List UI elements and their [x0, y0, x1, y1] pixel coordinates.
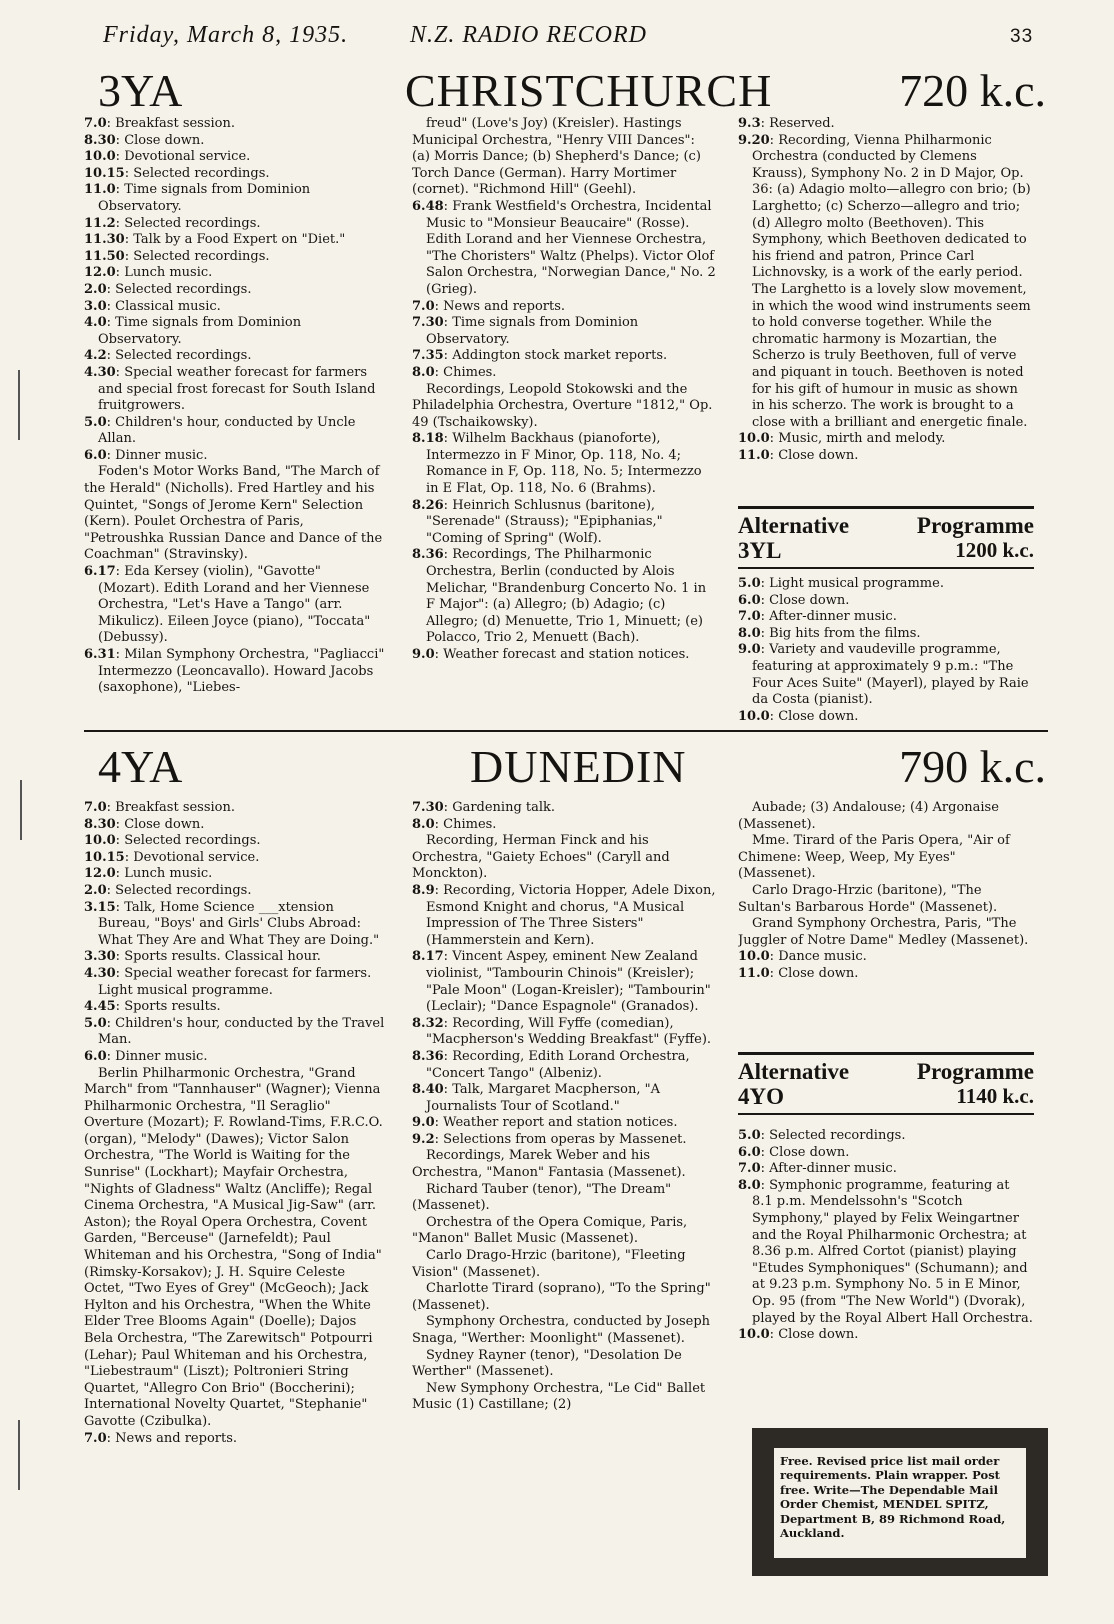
programme-text: Symphonic programme, featuring at 8.1 p.m. Mendelssohn's "Scotch Symphony," played by Felix Weingartner and the Royal Philharmonic Orchestra; at 8.36 p.m. Alfred Cortot (pianist) playing "Etudes Symphoniques" (Schumann); and at 9.23 p.m. Symphony No. 5 in E Minor, Op. 95 (from "The New World") (Dvorak), played by the Royal Albert Hall Orchestra.: [752, 1177, 1033, 1326]
3yl-programme-list: [738, 576, 1034, 724]
programme-text: Dance music.: [778, 949, 867, 965]
programme-text: Sports results. Classical hour.: [124, 949, 321, 965]
programme-time: 10.0: [84, 149, 116, 165]
dunedin-column-3: [738, 800, 1034, 1038]
programme-time: 9.0: [412, 647, 435, 662]
station-call-sign: 4YA: [98, 741, 183, 792]
programme-time: 11.0: [738, 447, 770, 463]
christchurch-column-1: [84, 116, 386, 720]
programme-entry: 6.0: Close down.: [738, 592, 850, 608]
programme-time: 10.0: [738, 708, 770, 724]
programme-text: Heinrich Schlusnus (baritone), "Serenade" (Strauss); "Epiphanias," "Coming of Spring" (Wolf).: [426, 497, 663, 546]
programme-text: Talk by a Food Expert on "Diet.": [133, 232, 346, 248]
page-header: [0, 22, 1114, 56]
programme-entry: 5.0: Light musical programme.: [738, 576, 944, 591]
programme-entry: 3.0: Classical music.: [84, 298, 221, 314]
programme-time: 10.0: [738, 1327, 770, 1343]
programme-text: Breakfast session.: [115, 116, 236, 131]
station-frequency: 790 k.c.: [899, 741, 1046, 792]
programme-text: Selections from operas by Massenet.: [443, 1131, 687, 1147]
programme-text: Time signals from Dominion Observatory.: [98, 182, 311, 214]
advertisement-text: Free. Revised price list mail order requirements. Plain wrapper. Post free. Write—The Dependable Mail Order Chemist, MENDEL SPITZ, Department B, 89 Richmond Road, Auckland.: [774, 1448, 1026, 1558]
programme-time: 3.15: [84, 899, 116, 915]
programme-entry: 8.36: Recordings, The Philharmonic Orchestra, Berlin (conducted by Alois Melichar, "Brandenburg Concerto No. 1 in F Major": (a) Allegro; (b) Adagio; (c) Allegro; (d) Menuette, Trio 1, Minuett; (e) Polacco, Trio 2, Menuett (Bach).: [412, 547, 707, 646]
programme-time: 8.0: [412, 816, 435, 832]
programme-time: 6.31: [84, 647, 116, 662]
programme-entry: 7.0: Breakfast session.: [84, 800, 236, 815]
programme-text: Chimes.: [443, 364, 497, 380]
programme-entry: 12.0: Lunch music.: [84, 265, 213, 281]
programme-text: Close down.: [124, 816, 205, 832]
programme-entry: 11.2: Selected recordings.: [84, 215, 261, 231]
christchurch-column-2: [412, 116, 716, 720]
programme-entry: 4.30: Special weather forecast for farmers. Light musical programme.: [84, 965, 372, 998]
programme-text: Weather report and station notices.: [443, 1115, 678, 1131]
programme-time: 8.9: [412, 882, 435, 898]
programme-time: 5.0: [738, 1128, 761, 1143]
programme-text: After-dinner music.: [769, 609, 897, 625]
programme-time: 9.3: [738, 116, 761, 131]
alt-frequency: 1200 k.c.: [955, 538, 1034, 562]
programme-entry: 9.0: Variety and vaudeville programme, featuring at approximately 9 p.m.: "The Four Aces Suite" (Mayerl), played by Raie da Costa (pianist).: [738, 642, 1029, 708]
section-divider: [84, 730, 1048, 732]
programme-entry: [738, 800, 1034, 833]
programme-time: 11.30: [84, 232, 125, 248]
programme-text: Eda Kersey (violin), "Gavotte" (Mozart). Edith Lorand and her Viennese Orchestra, "Let's Have a Tango" (arr. Mikulicz). Eileen Joyce (piano), "Toccata" (Debussy).: [98, 564, 371, 646]
programme-entry: 8.0: Chimes.: [412, 816, 497, 832]
programme-text: Special weather forecast for farmers. Light musical programme.: [98, 965, 372, 998]
margin-mark: [18, 1420, 20, 1490]
programme-text: Selected recordings.: [133, 248, 270, 264]
programme-text: Children's hour, conducted by the Travel Man.: [98, 1015, 385, 1048]
programme-text: Talk, Margaret Macpherson, "A Journalists Tour of Scotland.": [426, 1082, 660, 1114]
programme-entry: [738, 916, 1034, 949]
station-heading-dunedin: [0, 740, 1114, 802]
programme-time: 10.0: [84, 833, 116, 849]
programme-text: Talk, Home Science ___xtension Bureau, "Boys' and Girls' Clubs Abroad: What They Are and What They are Doing.": [98, 899, 380, 948]
programme-time: 7.0: [738, 609, 761, 625]
programme-entry: [412, 1248, 716, 1281]
margin-mark: [18, 370, 20, 440]
programme-entry: 10.0: Close down.: [738, 1327, 859, 1343]
programme-entry: 10.0: Devotional service.: [84, 149, 251, 165]
programme-text: Recording, Will Fyffe (comedian), "Macpherson's Wedding Breakfast" (Fyffe).: [426, 1015, 712, 1048]
programme-time: 8.18: [412, 431, 444, 447]
programme-entry: 6.31: Milan Symphony Orchestra, "Pagliacci" Intermezzo (Leoncavallo). Howard Jacobs (saxophone), "Liebes-: [84, 647, 385, 696]
programme-entry: 8.0: Symphonic programme, featuring at 8.1 p.m. Mendelssohn's "Scotch Symphony," played by Felix Weingartner and the Royal Philharmonic Orchestra; at 8.36 p.m. Alfred Cortot (pianist) playing "Etudes Symphoniques" (Schumann); and at 9.23 p.m. Symphony No. 5 in E Minor, Op. 95 (from "The New World") (Dvorak), played by the Royal Albert Hall Orchestra.: [738, 1177, 1033, 1326]
programme-time: 10.0: [738, 949, 770, 965]
programme-entry: [412, 833, 716, 883]
alt-call-sign: 3YL: [738, 538, 782, 563]
alt-underline: [738, 567, 1034, 569]
programme-entry: 10.0: Close down.: [738, 708, 859, 724]
programme-time: 8.30: [84, 816, 116, 832]
programme-text: Chimes.: [443, 816, 497, 832]
programme-entry: [412, 1215, 716, 1248]
programme-time: 9.0: [738, 642, 761, 658]
programme-entry: 12.0: Lunch music.: [84, 866, 213, 882]
programme-entry: 9.0: Weather forecast and station notices.: [412, 647, 690, 662]
station-city: CHRISTCHURCH: [405, 65, 773, 116]
programme-entry: 11.50: Selected recordings.: [84, 248, 270, 264]
programme-time: 8.0: [738, 1177, 761, 1193]
programme-entry: 7.0: After-dinner music.: [738, 1161, 897, 1177]
programme-entry: [412, 1148, 716, 1181]
programme-time: 10.15: [84, 165, 125, 181]
programme-entry: 10.0: Dance music.: [738, 949, 867, 965]
programme-text: News and reports.: [443, 298, 566, 314]
programme-time: 4.30: [84, 364, 116, 380]
programme-entry: 2.0: Selected recordings.: [84, 281, 252, 297]
header-paper-title: N.Z. RADIO RECORD: [410, 22, 647, 48]
programme-time: 11.0: [84, 182, 116, 198]
programme-text: Close down.: [778, 447, 859, 463]
programme-text: Wilhelm Backhaus (pianoforte), Intermezzo in F Minor, Op. 118, No. 4; Romance in F, Op. 118, No. 5; Intermezzo in E Flat, Op. 118, No. 6 (Brahms).: [426, 431, 702, 497]
programme-entry: [84, 1066, 386, 1431]
programme-entry: 4.0: Time signals from Dominion Observatory.: [84, 315, 302, 347]
programme-text: Lunch music.: [124, 866, 213, 882]
programme-entry: 5.0: Children's hour, conducted by Uncle Allan.: [84, 414, 356, 447]
programme-text: Selected recordings.: [115, 348, 252, 364]
alt-programme-label: Programme: [916, 513, 1034, 538]
programme-text: New Symphony Orchestra, "Le Cid" Ballet Music (1) Castillane; (2): [412, 1380, 706, 1413]
header-date: Friday, March 8, 1935.: [103, 22, 349, 48]
programme-time: 8.17: [412, 949, 444, 965]
programme-time: 6.17: [84, 564, 116, 580]
programme-entry: 4.2: Selected recordings.: [84, 348, 252, 364]
programme-text: Recording, Victoria Hopper, Adele Dixon, Esmond Knight and chorus, "A Musical Impression of The Three Sisters" (Hammerstein and Kern).: [426, 882, 716, 948]
programme-text: Time signals from Dominion Observatory.: [98, 315, 302, 347]
programme-text: Classical music.: [115, 298, 221, 314]
programme-entry: 7.30: Time signals from Dominion Observatory.: [412, 315, 639, 347]
programme-time: 2.0: [84, 882, 107, 898]
programme-text: Devotional service.: [133, 849, 260, 865]
programme-text: Aubade; (3) Andalouse; (4) Argonaise (Massenet).: [738, 800, 999, 832]
programme-time: 12.0: [84, 265, 116, 281]
programme-time: 6.48: [412, 198, 444, 214]
programme-entry: 8.32: Recording, Will Fyffe (comedian), "Macpherson's Wedding Breakfast" (Fyffe).: [412, 1015, 712, 1048]
programme-text: Breakfast session.: [115, 800, 236, 815]
programme-text: Close down.: [778, 708, 859, 724]
programme-text: Big hits from the films.: [769, 625, 921, 641]
programme-text: Music, mirth and melody.: [778, 431, 946, 447]
programme-time: 10.0: [738, 431, 770, 447]
programme-entry: [412, 382, 716, 432]
programme-time: 8.36: [412, 547, 444, 563]
programme-time: 6.0: [84, 1048, 107, 1064]
programme-time: 7.30: [412, 800, 444, 815]
programme-entry: [412, 116, 716, 199]
alt-label: Alternative: [738, 513, 850, 538]
programme-time: 7.0: [84, 800, 107, 815]
programme-entry: 10.0: Music, mirth and melody.: [738, 431, 946, 447]
programme-time: 12.0: [84, 866, 116, 882]
programme-text: Mme. Tirard of the Paris Opera, "Air of Chimene: Weep, Weep, My Eyes" (Massenet).: [738, 833, 1010, 882]
programme-time: 3.30: [84, 949, 116, 965]
programme-entry: 5.0: Children's hour, conducted by the Travel Man.: [84, 1015, 385, 1048]
programme-entry: 10.15: Devotional service.: [84, 849, 260, 865]
programme-time: 9.0: [412, 1115, 435, 1131]
programme-text: Close down.: [769, 592, 850, 608]
programme-entry: 8.30: Close down.: [84, 816, 205, 832]
programme-text: Recording, Vienna Philharmonic Orchestra (conducted by Clemens Krauss), Symphony No. 2 in D Major, Op. 36: (a) Adagio molto—allegro con brio; (b) Larghetto; (c) Scherzo—allegro and trio; (d) Allegro molto (Beethoven). This Symphony, which Beethoven dedicated to his friend and patron, Prince Carl Lichnovsky, is a work of the early period. The Larghetto is a lovely slow movement, in which the wood wind instruments seem to hold converse together. While the chromatic harmony is Mozartian, the Scherzo is truly Beethoven, full of verve and piquant in touch. Beethoven is noted for his gift of humour in music as shown in his scherzo. The work is brought to a close with a brilliant and energetic finale.: [752, 132, 1031, 430]
programme-time: 5.0: [84, 414, 107, 430]
programme-text: Variety and vaudeville programme, featuring at approximately 9 p.m.: "The Four Aces Suite" (Mayerl), played by Raie da Costa (pianist).: [752, 642, 1029, 708]
programme-text: Sports results.: [124, 999, 221, 1015]
alt-label: Alternative: [738, 1059, 850, 1084]
programme-time: 8.0: [412, 364, 435, 380]
christchurch-column-3: [738, 116, 1034, 494]
programme-text: After-dinner music.: [769, 1161, 897, 1177]
programme-entry: [412, 1281, 716, 1314]
programme-entry: 8.30: Close down.: [84, 132, 205, 148]
programme-text: Charlotte Tirard (soprano), "To the Spring" (Massenet).: [412, 1281, 711, 1313]
programme-text: Recording, Herman Finck and his Orchestra, "Gaiety Echoes" (Caryll and Monckton).: [412, 833, 670, 882]
programme-text: Selected recordings.: [115, 281, 252, 297]
programme-entry: 7.0: Breakfast session.: [84, 116, 236, 131]
programme-text: freud" (Love's Joy) (Kreisler). Hastings Municipal Orchestra, "Henry VIII Dances": (a) Morris Dance; (b) Shepherd's Dance; (c) Torch Dance (German). Harry Mortimer (cornet). "Richmond Hill" (Geehl).: [412, 116, 701, 198]
programme-text: Orchestra of the Opera Comique, Paris, "Manon" Ballet Music (Massenet).: [412, 1214, 688, 1247]
programme-time: 7.0: [84, 1430, 107, 1446]
programme-time: 7.35: [412, 348, 444, 364]
programme-entry: 6.48: Frank Westfield's Orchestra, Incidental Music to "Monsieur Beaucaire" (Rosse). Edith Lorand and her Viennese Orchestra, "The Choristers" Waltz (Phelps). Victor Olof Salon Orchestra, "Norwegian Dance," No. 2 (Grieg).: [412, 198, 716, 297]
programme-text: Selected recordings.: [115, 882, 252, 898]
programme-time: 8.0: [738, 625, 761, 641]
programme-entry: [412, 1348, 716, 1381]
programme-entry: 8.26: Heinrich Schlusnus (baritone), "Serenade" (Strauss); "Epiphanias," "Coming of Spring" (Wolf).: [412, 497, 663, 546]
programme-text: Light musical programme.: [769, 576, 944, 591]
programme-text: Symphony Orchestra, conducted by Joseph Snaga, "Werther: Moonlight" (Massenet).: [412, 1314, 711, 1346]
programme-entry: 6.17: Eda Kersey (violin), "Gavotte" (Mozart). Edith Lorand and her Viennese Orchestra, "Let's Have a Tango" (arr. Mikulicz). Eileen Joyce (piano), "Toccata" (Debussy).: [84, 564, 371, 646]
programme-time: 8.26: [412, 497, 444, 513]
programme-text: Recording, Edith Lorand Orchestra, "Concert Tango" (Albeniz).: [426, 1048, 690, 1081]
programme-text: Milan Symphony Orchestra, "Pagliacci" Intermezzo (Leoncavallo). Howard Jacobs (saxophone), "Liebes-: [98, 647, 385, 696]
programme-text: Dinner music.: [115, 1048, 208, 1064]
programme-entry: 10.0: Selected recordings.: [84, 833, 261, 849]
programme-entry: 11.0: Close down.: [738, 965, 859, 981]
programme-time: 11.0: [738, 965, 770, 981]
programme-entry: 4.30: Special weather forecast for farmers and special frost forecast for South Island fruitgrowers.: [84, 364, 376, 414]
programme-text: Close down.: [769, 1144, 850, 1160]
programme-text: Reserved.: [769, 116, 835, 131]
programme-entry: [738, 833, 1034, 883]
programme-entry: 11.0: Close down.: [738, 447, 859, 463]
station-frequency: 720 k.c.: [899, 65, 1046, 116]
programme-time: 11.2: [84, 215, 116, 231]
dunedin-column-1: [84, 800, 386, 1594]
programme-time: 6.0: [738, 592, 761, 608]
programme-time: 4.0: [84, 315, 107, 331]
programme-text: Addington stock market reports.: [452, 348, 668, 364]
programme-time: 4.30: [84, 965, 116, 981]
programme-entry: 7.35: Addington stock market reports.: [412, 348, 668, 364]
programme-time: 10.15: [84, 849, 125, 865]
alt-frequency: 1140 k.c.: [956, 1084, 1034, 1108]
programme-text: Dinner music.: [115, 447, 208, 463]
programme-text: Foden's Motor Works Band, "The March of the Herald" (Nicholls). Fred Hartley and his Quintet, "Songs of Jerome Kern" Selection (Kern). Poulet Orchestra of Paris, "Petroushka Russian Dance and Dance of the Coachman" (Stravinsky).: [84, 464, 383, 563]
page-number: 33: [1010, 26, 1034, 47]
programme-entry: 6.0: Close down.: [738, 1144, 850, 1160]
programme-entry: 11.0: Time signals from Dominion Observatory.: [84, 182, 311, 214]
programme-text: Richard Tauber (tenor), "The Dream" (Massenet).: [412, 1181, 672, 1214]
4yo-programme-list: [738, 1128, 1034, 1422]
station-city: DUNEDIN: [470, 741, 687, 792]
programme-time: 8.36: [412, 1048, 444, 1064]
station-call-sign: 3YA: [98, 65, 183, 116]
programme-text: Berlin Philharmonic Orchestra, "Grand March" from "Tannhauser" (Wagner); Vienna Philharmonic Orchestra, "Il Seraglio" Overture (Mozart); F. Rowland-Tims, F.R.C.O. (organ), "Melody" (Dawes); Victor Salon Orchestra, "The World is Waiting for the Sunrise" (Lockhart); Mayfair Orchestra, "Nights of Gladness" Waltz (Ancliffe); Regal Cinema Orchestra, "A Musical Jig-Saw" (arr. Aston); the Royal Opera Orchestra, Covent Garden, "Berceuse" (Jarnefeldt); Paul Whiteman and his Orchestra, "Song of India" (Rimsky-Korsakov); J. H. Squire Celeste Octet, "Two Eyes of Grey" (McGeoch); Jack Hylton and his Orchestra, "When the White Elder Tree Blooms Again" (Doelle); Dajos Bela Orchestra, "The Zarewitsch" Potpourri (Lehar); Paul Whiteman and his Orchestra, "Liebestraum" (Liszt); Poltronieri String Quartet, "Allegro Con Brio" (Boccherini); International Novelty Quartet, "Stephanie" Gavotte (Czibulka).: [84, 1065, 383, 1429]
programme-entry: 9.2: Selections from operas by Massenet.: [412, 1131, 687, 1147]
alternative-programme-3yl: [738, 506, 1034, 571]
programme-entry: 8.40: Talk, Margaret Macpherson, "A Journalists Tour of Scotland.": [412, 1082, 660, 1114]
programme-text: Vincent Aspey, eminent New Zealand violinist, "Tambourin Chinois" (Kreisler); "Pale Moon" (Logan-Kreisler); "Tambourin" (Leclair); "Dance Espagnole" (Granados).: [426, 949, 711, 1015]
programme-time: 8.40: [412, 1082, 444, 1098]
programme-text: Devotional service.: [124, 149, 251, 165]
programme-entry: 5.0: Selected recordings.: [738, 1128, 906, 1143]
programme-text: Lunch music.: [124, 265, 213, 281]
alt-underline: [738, 1113, 1034, 1115]
programme-entry: 3.15: Talk, Home Science ___xtension Bureau, "Boys' and Girls' Clubs Abroad: What They Are and What They are Doing.": [84, 899, 380, 948]
programme-entry: 6.0: Dinner music.: [84, 1048, 208, 1064]
programme-entry: 3.30: Sports results. Classical hour.: [84, 949, 321, 965]
programme-entry: 6.0: Dinner music.: [84, 447, 208, 463]
programme-time: 9.2: [412, 1131, 435, 1147]
programme-text: Gardening talk.: [452, 800, 556, 815]
programme-entry: [84, 464, 386, 564]
programme-time: 6.0: [738, 1144, 761, 1160]
alt-call-sign: 4YO: [738, 1084, 784, 1109]
programme-entry: 9.0: Weather report and station notices.: [412, 1115, 678, 1131]
programme-time: 5.0: [84, 1015, 107, 1031]
margin-mark: [20, 780, 22, 840]
advertisement-box: [752, 1428, 1048, 1576]
programme-text: Recordings, Leopold Stokowski and the Philadelphia Orchestra, Overture "1812," Op. 49 (Tschaikowsky).: [412, 381, 713, 430]
programme-entry: 7.0: News and reports.: [412, 298, 566, 314]
programme-time: 7.0: [84, 116, 107, 131]
programme-text: Selected recordings.: [769, 1128, 906, 1143]
programme-text: Recordings, Marek Weber and his Orchestra, "Manon" Fantasia (Massenet).: [412, 1148, 686, 1181]
programme-entry: 7.30: Gardening talk.: [412, 800, 556, 815]
programme-text: Carlo Drago-Hrzic (baritone), "Fleeting Vision" (Massenet).: [412, 1248, 686, 1280]
programme-entry: 2.0: Selected recordings.: [84, 882, 252, 898]
programme-text: Close down.: [124, 132, 205, 148]
programme-entry: 9.3: Reserved.: [738, 116, 835, 131]
programme-time: 7.0: [412, 298, 435, 314]
programme-entry: 10.15: Selected recordings.: [84, 165, 270, 181]
programme-time: 4.45: [84, 999, 116, 1015]
programme-text: Selected recordings.: [124, 833, 261, 849]
programme-entry: [412, 1182, 716, 1215]
programme-time: 3.0: [84, 298, 107, 314]
programme-entry: 8.36: Recording, Edith Lorand Orchestra, "Concert Tango" (Albeniz).: [412, 1048, 690, 1081]
programme-time: 11.50: [84, 248, 125, 264]
programme-time: 8.30: [84, 132, 116, 148]
programme-time: 4.2: [84, 348, 107, 364]
programme-entry: [412, 1381, 716, 1414]
programme-text: Sydney Rayner (tenor), "Desolation De Werther" (Massenet).: [412, 1347, 682, 1380]
programme-entry: [412, 1314, 716, 1347]
programme-entry: 8.18: Wilhelm Backhaus (pianoforte), Intermezzo in F Minor, Op. 118, No. 4; Romance in F, Op. 118, No. 5; Intermezzo in E Flat, Op. 118, No. 6 (Brahms).: [412, 431, 702, 497]
programme-text: Weather forecast and station notices.: [443, 647, 690, 662]
programme-text: Frank Westfield's Orchestra, Incidental Music to "Monsieur Beaucaire" (Rosse). Edith Lorand and her Viennese Orchestra, "The Choristers" Waltz (Phelps). Victor Olof Salon Orchestra, "Norwegian Dance," No. 2 (Grieg).: [426, 198, 716, 297]
programme-entry: 7.0: News and reports.: [84, 1430, 238, 1446]
dunedin-column-2: [412, 800, 716, 1594]
programme-text: Time signals from Dominion Observatory.: [426, 315, 639, 347]
programme-time: 5.0: [738, 576, 761, 591]
programme-time: 7.0: [738, 1161, 761, 1177]
programme-time: 9.20: [738, 132, 770, 148]
programme-text: Selected recordings.: [133, 165, 270, 181]
programme-entry: [738, 883, 1034, 916]
programme-entry: 8.0: Chimes.: [412, 364, 497, 380]
programme-text: Selected recordings.: [124, 215, 261, 231]
programme-time: 7.30: [412, 315, 444, 331]
programme-entry: 8.17: Vincent Aspey, eminent New Zealand violinist, "Tambourin Chinois" (Kreisler); "Pale Moon" (Logan-Kreisler); "Tambourin" (Leclair); "Dance Espagnole" (Granados).: [412, 949, 711, 1015]
alternative-programme-4yo: [738, 1052, 1034, 1117]
programme-text: Children's hour, conducted by Uncle Allan.: [98, 414, 356, 447]
programme-entry: 8.0: Big hits from the films.: [738, 625, 921, 641]
programme-entry: 4.45: Sports results.: [84, 999, 221, 1015]
programme-text: Grand Symphony Orchestra, Paris, "The Juggler of Notre Dame" Medley (Massenet).: [738, 916, 1029, 948]
programme-entry: 9.20: Recording, Vienna Philharmonic Orchestra (conducted by Clemens Krauss), Symphony No. 2 in D Major, Op. 36: (a) Adagio molto—allegro con brio; (b) Larghetto; (c) Scherzo—allegro and trio; (d) Allegro molto (Beethoven). This Symphony, which Beethoven dedicated to his friend and patron, Prince Carl Lichnovsky, is a work of the early period. The Larghetto is a lovely slow movement, in which the wood wind instruments seem to hold converse together. While the chromatic harmony is Mozartian, the Scherzo is truly Beethoven, full of verve and piquant in touch. Beethoven is noted for his gift of humour in music as shown in his scherzo. The work is brought to a close with a brilliant and energetic finale.: [738, 132, 1031, 430]
programme-time: 8.32: [412, 1015, 444, 1031]
programme-time: 6.0: [84, 447, 107, 463]
programme-text: News and reports.: [115, 1430, 238, 1446]
programme-time: 2.0: [84, 281, 107, 297]
programme-text: Carlo Drago-Hrzic (baritone), "The Sultan's Barbarous Horde" (Massenet).: [738, 882, 998, 915]
programme-text: Close down.: [778, 965, 859, 981]
programme-entry: 11.30: Talk by a Food Expert on "Diet.": [84, 232, 346, 248]
programme-text: Recordings, The Philharmonic Orchestra, Berlin (conducted by Alois Melichar, "Brandenburg Concerto No. 1 in F Major": (a) Allegro; (b) Adagio; (c) Allegro; (d) Menuette, Trio 1, Minuett; (e) Polacco, Trio 2, Menuett (Bach).: [426, 547, 707, 646]
programme-text: Close down.: [778, 1327, 859, 1343]
programme-entry: 7.0: After-dinner music.: [738, 609, 897, 625]
programme-entry: 8.9: Recording, Victoria Hopper, Adele Dixon, Esmond Knight and chorus, "A Musical Impression of The Three Sisters" (Hammerstein and Kern).: [412, 882, 716, 948]
programme-text: Special weather forecast for farmers and special frost forecast for South Island fruitgrowers.: [98, 364, 376, 414]
alt-programme-label: Programme: [916, 1059, 1034, 1084]
